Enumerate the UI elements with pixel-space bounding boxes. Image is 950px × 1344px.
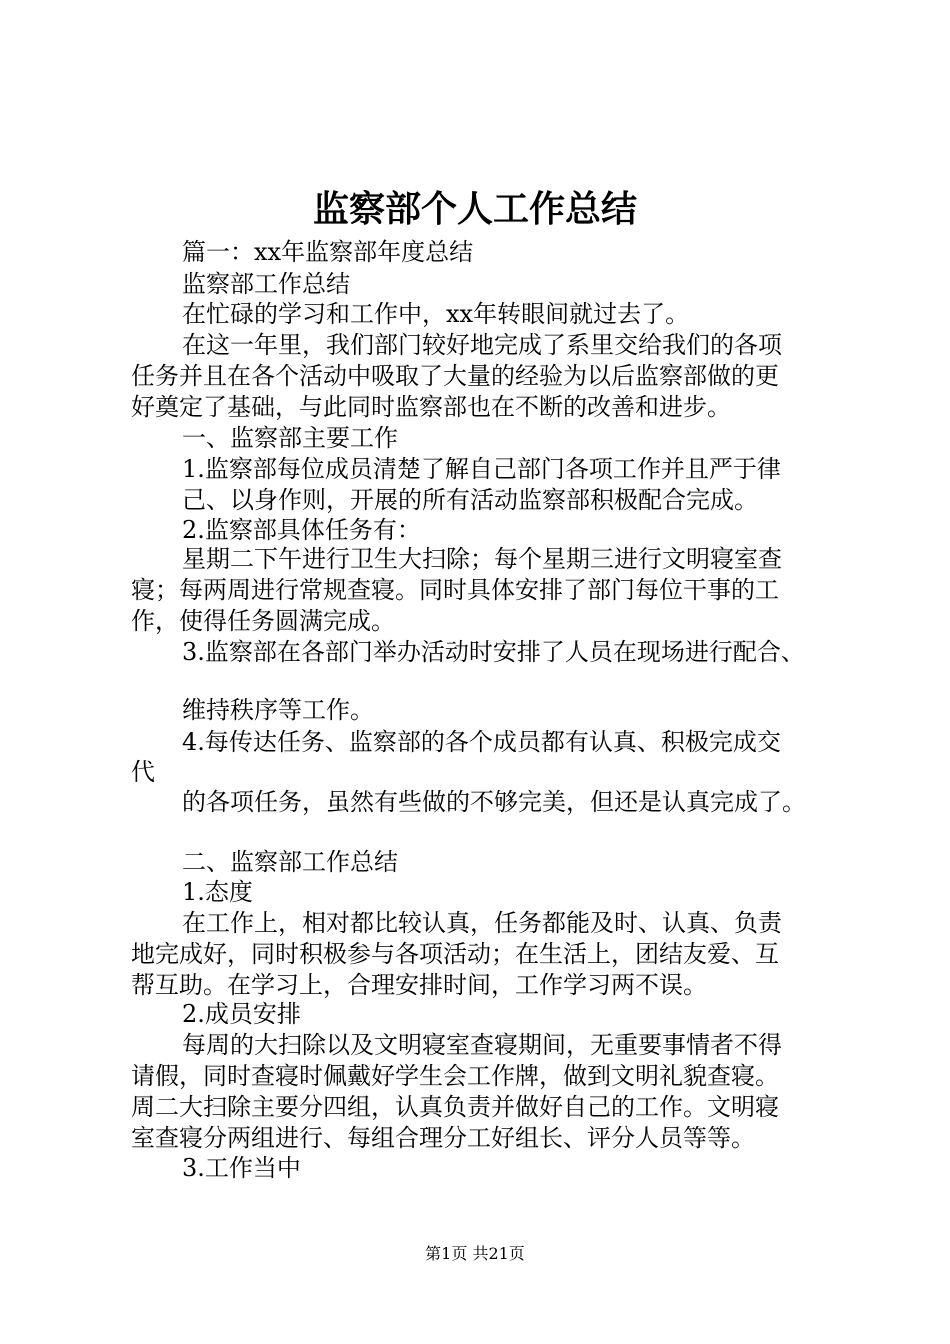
- paragraph-line: 周二大扫除主要分四组，认真负责并做好自己的工作。文明寝: [131, 1093, 779, 1121]
- paragraph-line: 作，使得任务圆满完成。: [131, 607, 395, 635]
- paragraph-line: 1.监察部每位成员清楚了解自己部门各项工作并且严于律: [182, 455, 781, 483]
- paragraph-line: 每周的大扫除以及文明寝室查寝期间，无重要事情者不得: [182, 1031, 782, 1059]
- paragraph-line: 寝；每两周进行常规查寝。同时具体安排了部门每位干事的工: [131, 576, 779, 604]
- paragraph-line: 在这一年里，我们部门较好地完成了系里交给我们的各项: [182, 331, 782, 359]
- paragraph-line: 代: [131, 758, 155, 786]
- paragraph-line: 请假，同时查寝时佩戴好学生会工作牌，做到文明礼貌查寝。: [131, 1062, 779, 1090]
- paragraph-line: 地完成好，同时积极参与各项活动；在生活上，团结友爱、互: [131, 940, 779, 968]
- subsection-heading: 3.工作当中: [182, 1154, 301, 1182]
- paragraph-line: 3.监察部在各部门举办活动时安排了人员在现场进行配合、: [182, 638, 805, 666]
- paragraph-line: 的各项任务，虽然有些做的不够完美，但还是认真完成了。: [182, 788, 806, 816]
- paragraph-line: 在忙碌的学习和工作中，xx年转眼间就过去了。: [182, 300, 690, 328]
- paragraph-line: 4.每传达任务、监察部的各个成员都有认真、积极完成交: [182, 728, 781, 756]
- subsection-heading: 2.成员安排: [182, 1000, 301, 1028]
- paragraph-line: 维持秩序等工作。: [182, 696, 374, 724]
- paragraph-line: 在工作上，相对都比较认真，任务都能及时、认真、负责: [182, 909, 782, 937]
- paragraph-line: 己、以身作则，开展的所有活动监察部积极配合完成。: [182, 486, 758, 514]
- subsection-heading: 1.态度: [182, 878, 253, 906]
- document-title: 监察部个人工作总结: [312, 188, 637, 230]
- heading-line: 监察部工作总结: [182, 270, 350, 298]
- paragraph-line: 好奠定了基础，与此同时监察部也在不断的改善和进步。: [131, 393, 731, 421]
- paragraph-line: 帮互助。在学习上，合理安排时间，工作学习两不误。: [131, 971, 707, 999]
- section-heading: 二、监察部工作总结: [182, 848, 398, 876]
- page-number-footer: 第1页 共21页: [425, 1244, 525, 1263]
- paragraph-line: 星期二下午进行卫生大扫除；每个星期三进行文明寝室查: [182, 545, 782, 573]
- section-heading: 一、监察部主要工作: [182, 424, 398, 452]
- paragraph-line: 任务并且在各个活动中吸取了大量的经验为以后监察部做的更: [131, 362, 779, 390]
- paragraph-line: 室查寝分两组进行、每组合理分工好组长、评分人员等等。: [131, 1124, 755, 1152]
- paragraph-line: 2.监察部具体任务有：: [182, 516, 421, 544]
- subtitle-line: 篇一：xx年监察部年度总结: [182, 238, 474, 266]
